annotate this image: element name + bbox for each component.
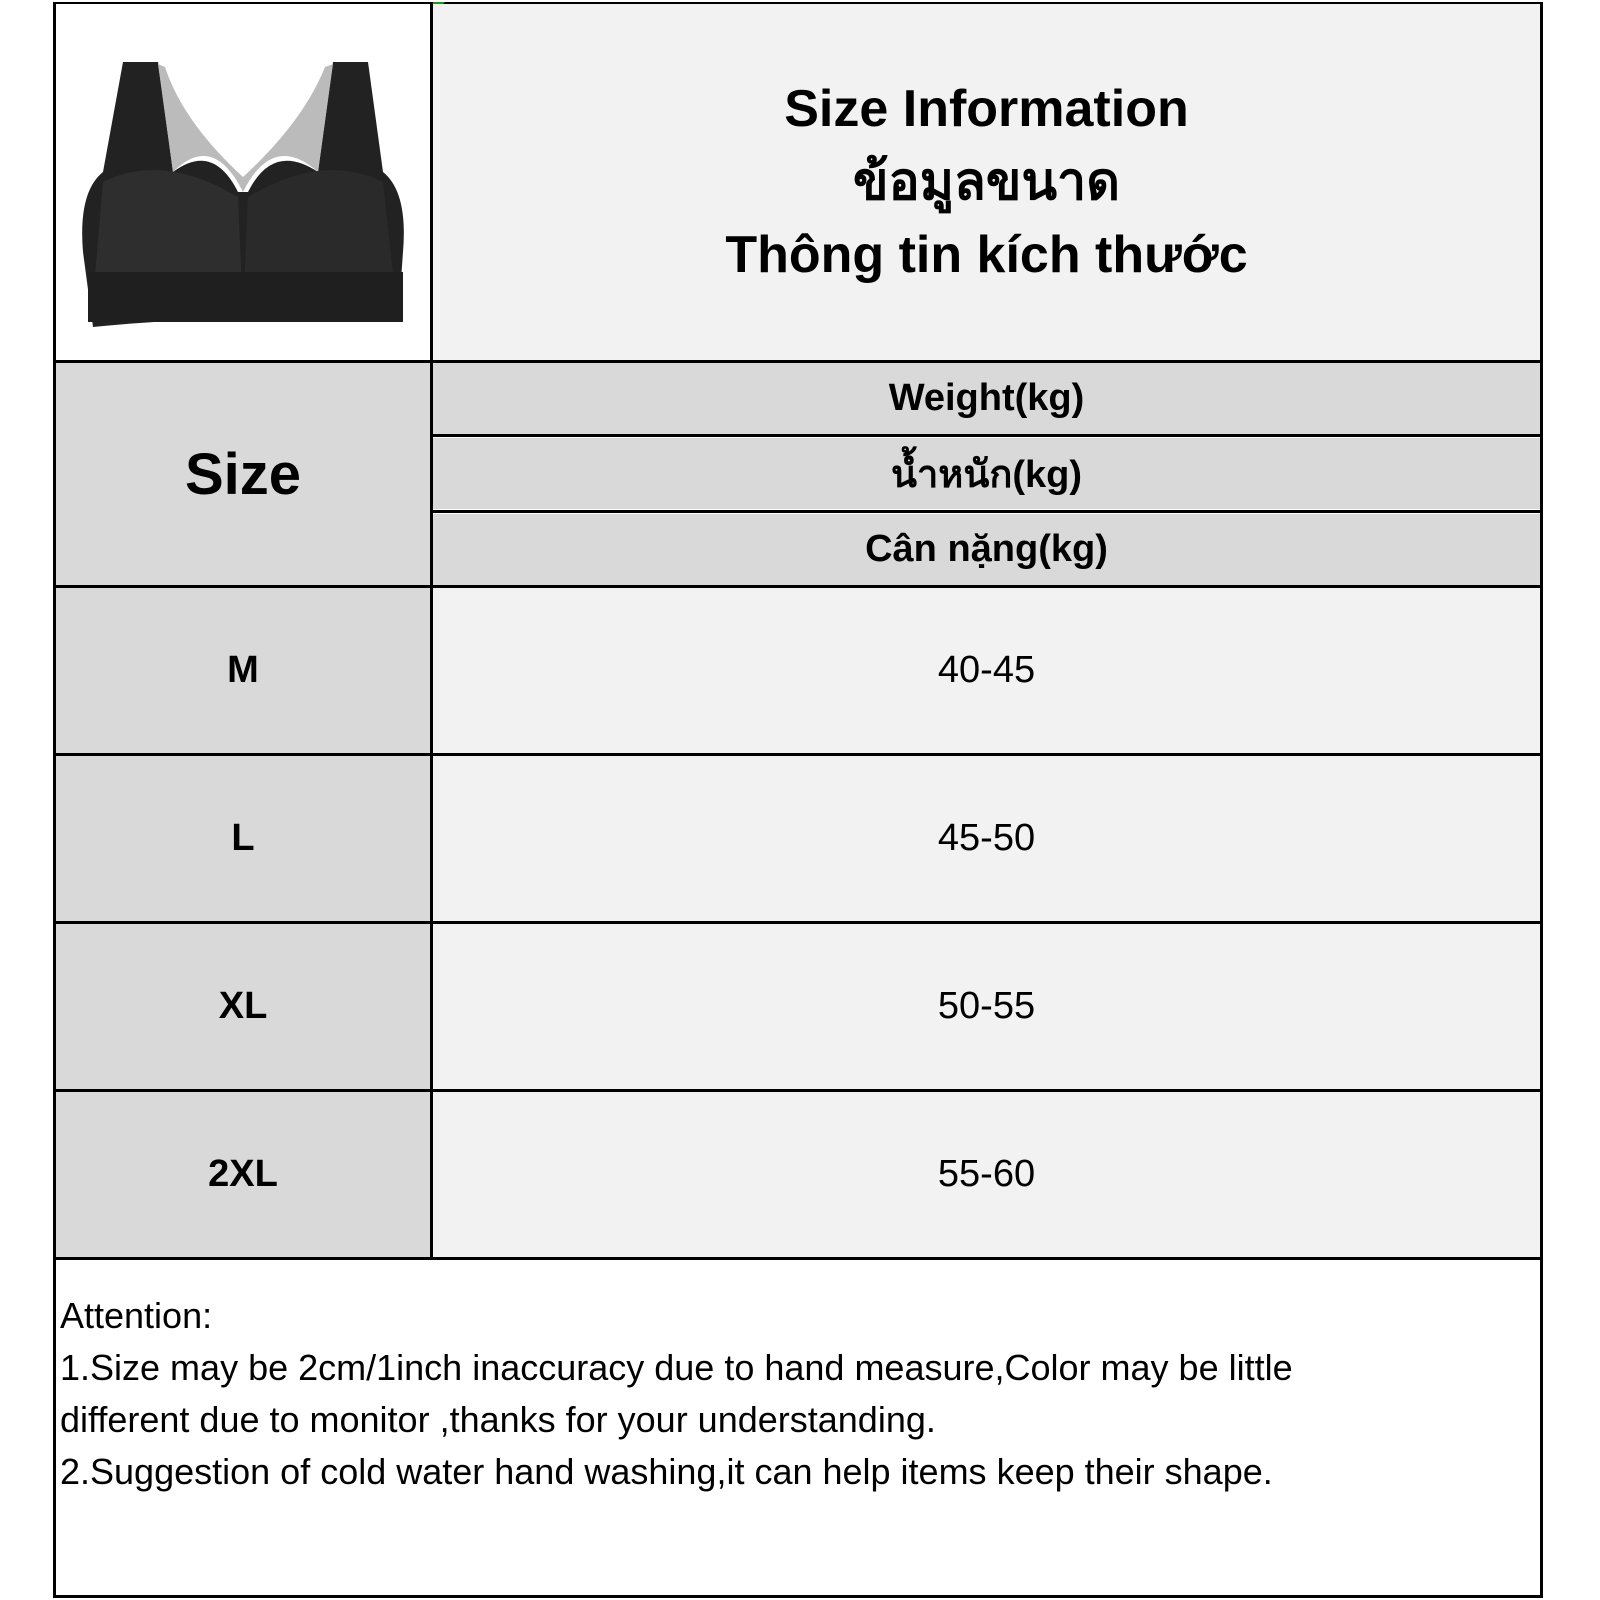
weight-header-th: น้ำหนัก(kg) (433, 438, 1540, 509)
weight-cell-2xl: 55-60 (433, 1092, 1540, 1257)
size-cell-xl: XL (56, 924, 430, 1089)
product-image-cell (56, 4, 430, 360)
row-divider (53, 753, 1543, 756)
note-line-2: 2.Suggestion of cold water hand washing,it can help items keep their shape. (60, 1451, 1273, 1492)
weight-cell-m: 40-45 (433, 588, 1540, 753)
title-thai: ข้อมูลขนาด (853, 152, 1120, 211)
size-cell-2xl: 2XL (56, 1092, 430, 1257)
note-line-1a: 1.Size may be 2cm/1inch inaccuracy due to hand measure,Color may be little (60, 1347, 1293, 1388)
bra-image (63, 22, 423, 342)
row-divider (53, 585, 1543, 588)
note-line-1b: different due to monitor ,thanks for your understanding. (60, 1399, 936, 1440)
row-divider (53, 921, 1543, 924)
row-divider (430, 510, 1543, 513)
weight-header-en: Weight(kg) (433, 363, 1540, 434)
attention-notes (60, 1290, 1530, 1498)
column-divider (430, 2, 433, 1260)
title-english: Size Information (784, 79, 1189, 138)
row-divider (53, 360, 1543, 363)
row-divider (430, 434, 1543, 437)
row-divider (53, 1257, 1543, 1260)
title-vietnamese: Thông tin kích thước (725, 225, 1248, 284)
weight-cell-l: 45-50 (433, 756, 1540, 921)
title-cell (433, 4, 1540, 360)
weight-cell-xl: 50-55 (433, 924, 1540, 1089)
weight-header-vi: Cân nặng(kg) (433, 514, 1540, 585)
row-divider (53, 1089, 1543, 1092)
notes-heading: Attention: (60, 1295, 213, 1336)
size-cell-l: L (56, 756, 430, 921)
size-header-cell: Size (56, 363, 430, 585)
size-cell-m: M (56, 588, 430, 753)
